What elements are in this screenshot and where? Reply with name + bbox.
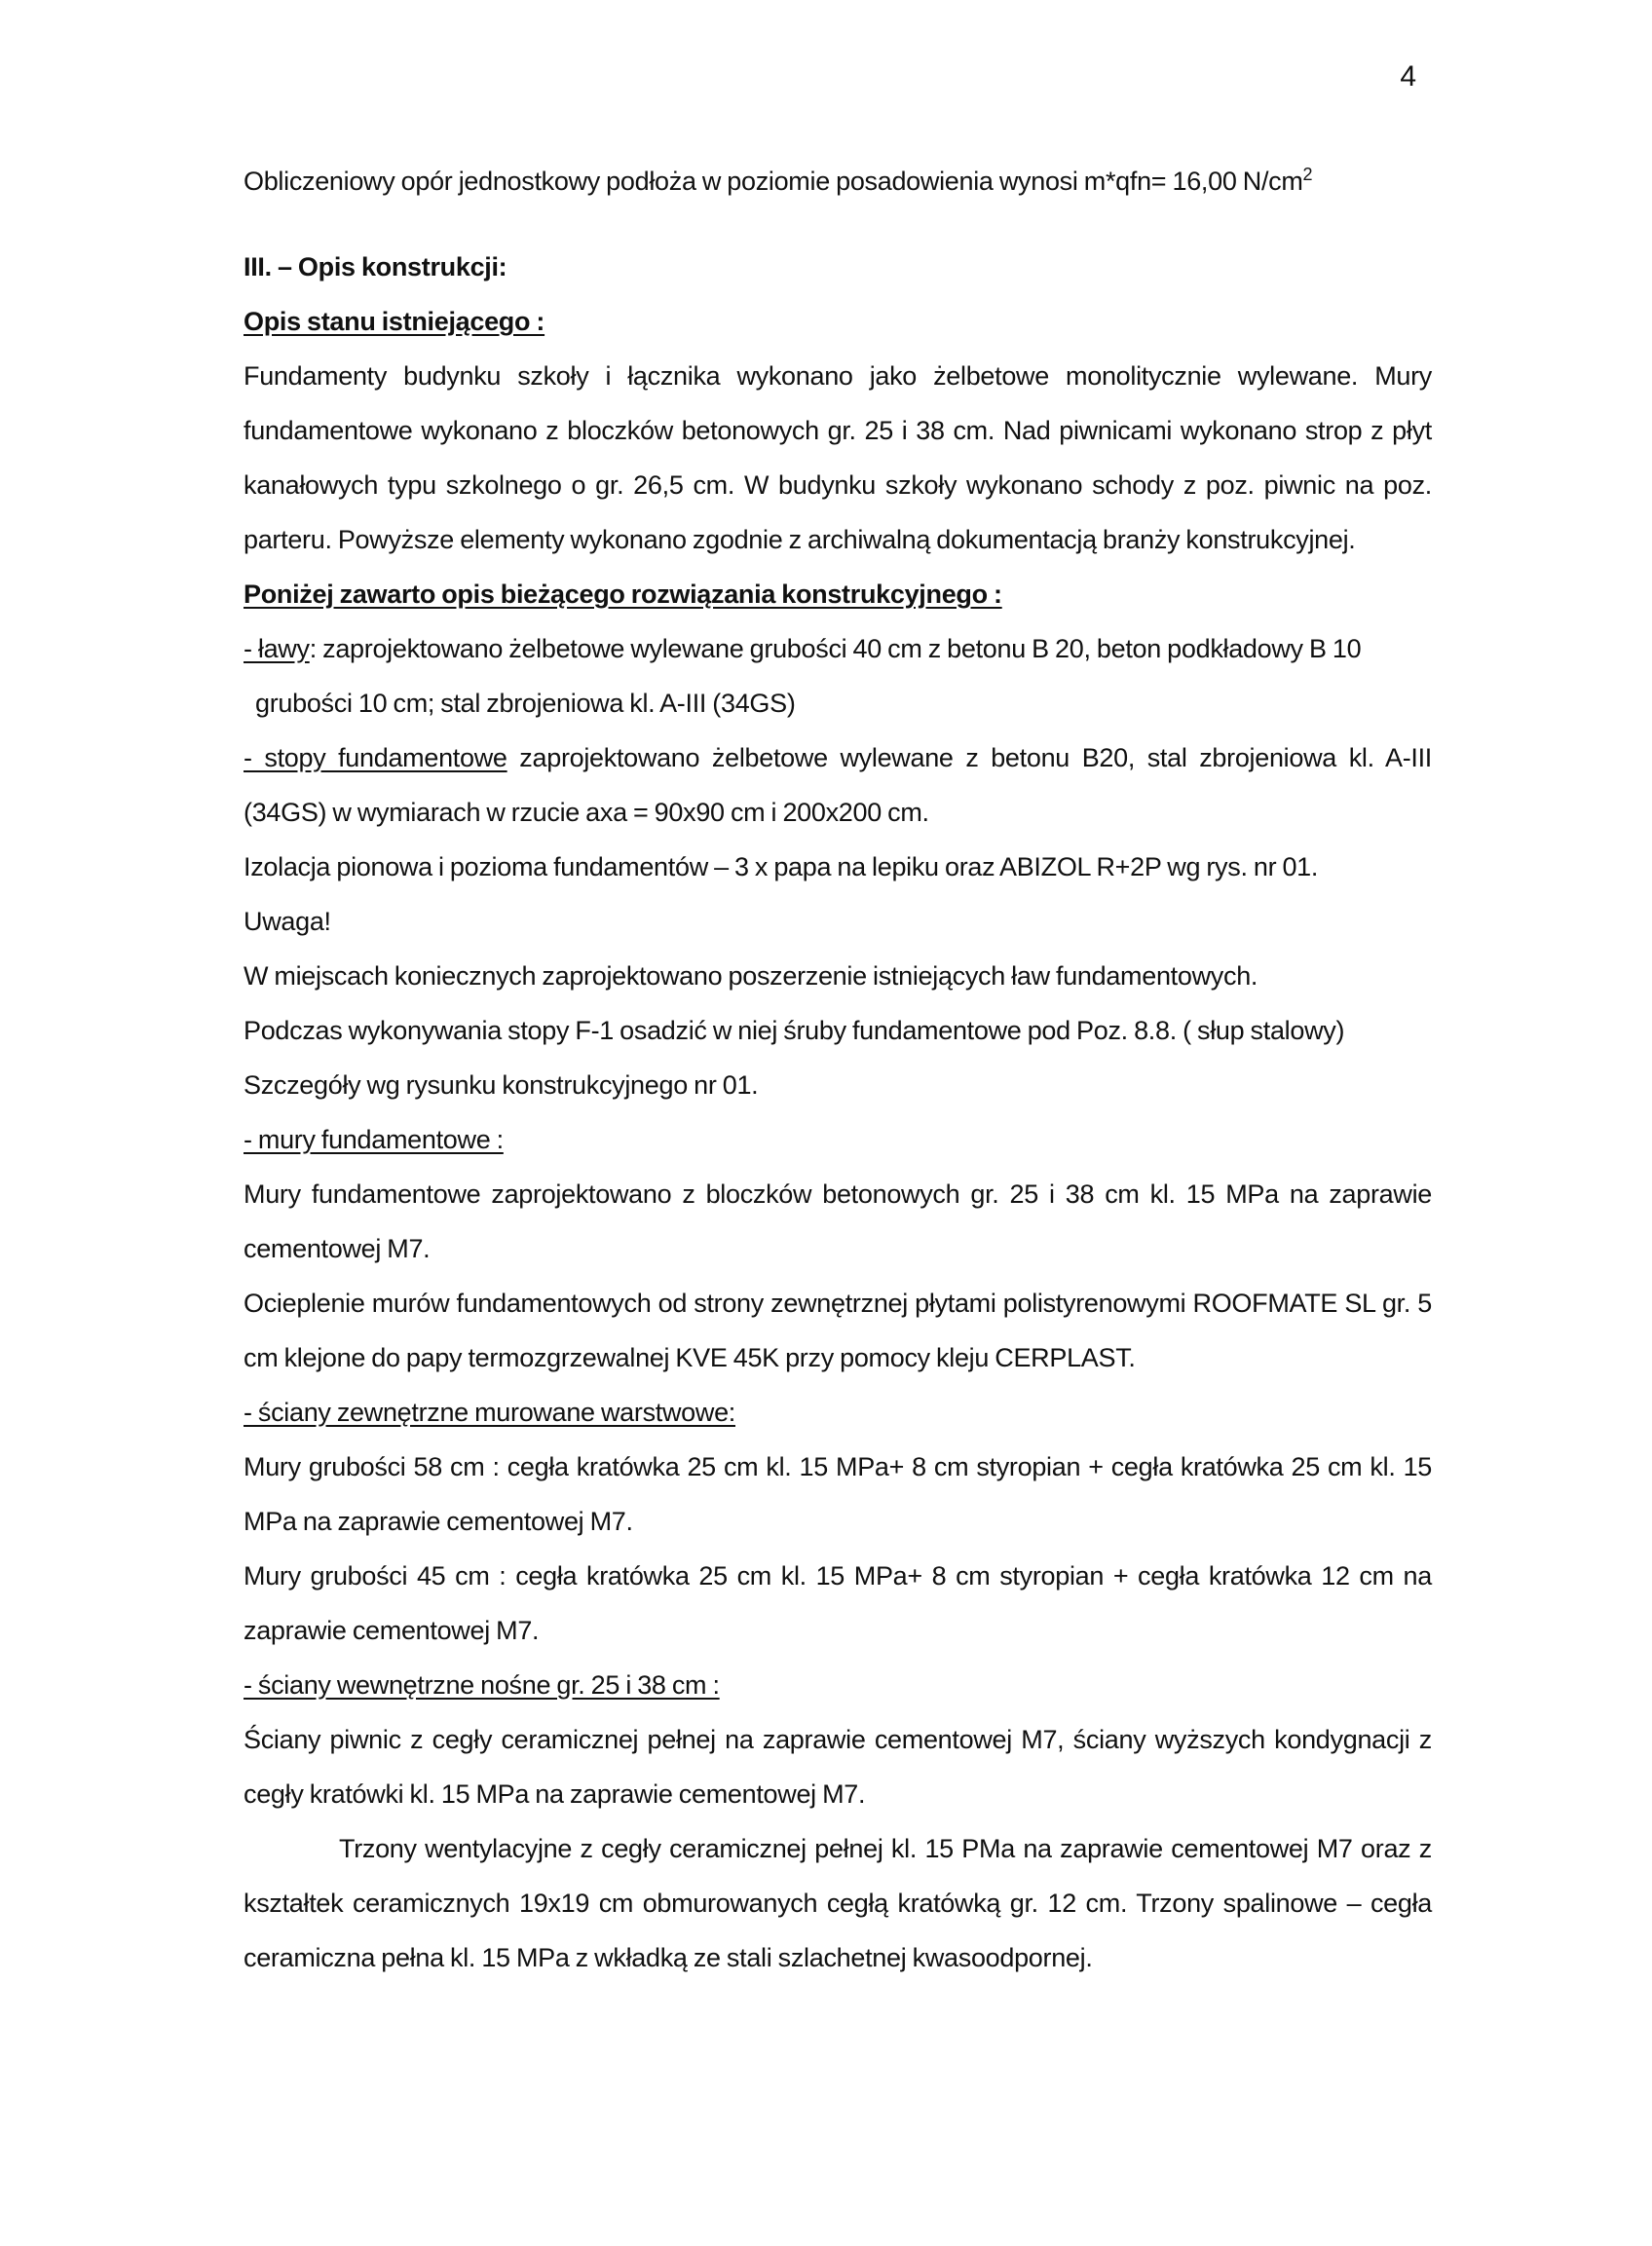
lawy-continuation: grubości 10 cm; stal zbrojeniowa kl. A-III (34GS) [255,689,796,718]
lawy-label: - ławy [244,634,310,663]
ocieplenie-text: Ocieplenie murów fundamentowych od strony zewnętrznej płytami polistyrenowymi ROOFMATE SL gr. 5 cm klejone do papy termozgrzewalnej KVE 45K przy pomocy kleju CERPLAST. [244,1289,1432,1372]
stopy-line [244,730,1432,840]
sruby-line: Podczas wykonywania stopy F-1 osadzić w niej śruby fundamentowe pod Poz. 8.8. ( słup stalowy) [244,1016,1345,1045]
izolacja-line: Izolacja pionowa i pozioma fundamentów – 3 x papa na lepiku oraz ABIZOL R+2P wg rys. nr 01. [244,852,1319,881]
current-heading: Poniżej zawarto opis bieżącego rozwiązania konstrukcyjnego : [244,580,1002,609]
mury-text: Mury fundamentowe zaprojektowano z bloczków betonowych gr. 25 i 38 cm kl. 15 MPa na zaprawie cementowej M7. [244,1179,1432,1263]
mury45-text: Mury grubości 45 cm : cegła kratówka 25 cm kl. 15 MPa+ 8 cm styropian + cegła kratówka 12 cm na zaprawie cementowej M7. [244,1561,1432,1645]
intro-text: Obliczeniowy opór jednostkowy podłoża w poziomie posadowienia wynosi m*qfn= 16,00 N/cm [244,167,1303,196]
existing-heading: Opis stanu istniejącego : [244,307,545,336]
spacer [244,208,1432,240]
stopy-label: - stopy fundamentowe [244,743,507,772]
lawy-text: : zaprojektowano żelbetowe wylewane grubości 40 cm z betonu B 20, beton podkładowy B 10 [309,634,1362,663]
stopy-text: zaprojektowano żelbetowe wylewane z betonu B20, stal zbrojeniowa kl. A-III (34GS) w wymiarach w rzucie axa = 90x90 cm i 200x200 cm. [244,743,1432,827]
uwaga-line: Uwaga! [244,907,331,936]
sciany-wew-label: - ściany wewnętrzne nośne gr. 25 i 38 cm : [244,1670,720,1700]
sciany-wew-text: Ściany piwnic z cegły ceramicznej pełnej na zaprawie cementowej M7, ściany wyższych kondygnacji z cegły kratówki kl. 15 MPa na zaprawie cementowej M7. [244,1725,1432,1809]
existing-paragraph: Fundamenty budynku szkoły i łącznika wykonano jako żelbetowe monolitycznie wylewane. Mury fundamentowe wykonano z bloczków betonowych gr. 25 i 38 cm. Nad piwnicami wykonano strop z płyt kanałowych typu szkolnego o gr. 26,5 cm. W budynku szkoły wykonano schody z poz. piwnic na poz. parteru. Powyższe elementy wykonano zgodnie z archiwalną dokumentacją branży konstrukcyjnej. [244,361,1432,554]
mury58-text: Mury grubości 58 cm : cegła kratówka 25 cm kl. 15 MPa+ 8 cm styropian + cegła kratówka 25 cm kl. 15 MPa na zaprawie cementowej M7. [244,1452,1432,1536]
szczegoly-line: Szczegóły wg rysunku konstrukcyjnego nr 01. [244,1070,759,1100]
lawy-line [244,621,1432,676]
intro-line [244,154,1432,208]
mury-label: - mury fundamentowe : [244,1125,504,1154]
sciany-zew-label: - ściany zewnętrzne murowane warstwowe: [244,1398,735,1427]
poszerzenie-line: W miejscach koniecznych zaprojektowano poszerzenie istniejących ław fundamentowych. [244,961,1258,991]
section-title: III. – Opis konstrukcji: [244,252,507,281]
trzony-paragraph: Trzony wentylacyjne z cegły ceramicznej pełnej kl. 15 PMa na zaprawie cementowej M7 oraz z kształtek ceramicznych 19x19 cm obmurowanych cegłą kratówką gr. 12 cm. Trzony spalinowe – cegła ceramiczna pełna kl. 15 MPa z wkładką ze stali szlachetnej kwasoodpornej. [244,1834,1432,1972]
page-number: 4 [1400,60,1416,93]
document-body [244,154,1432,1985]
intro-superscript: 2 [1302,165,1313,184]
